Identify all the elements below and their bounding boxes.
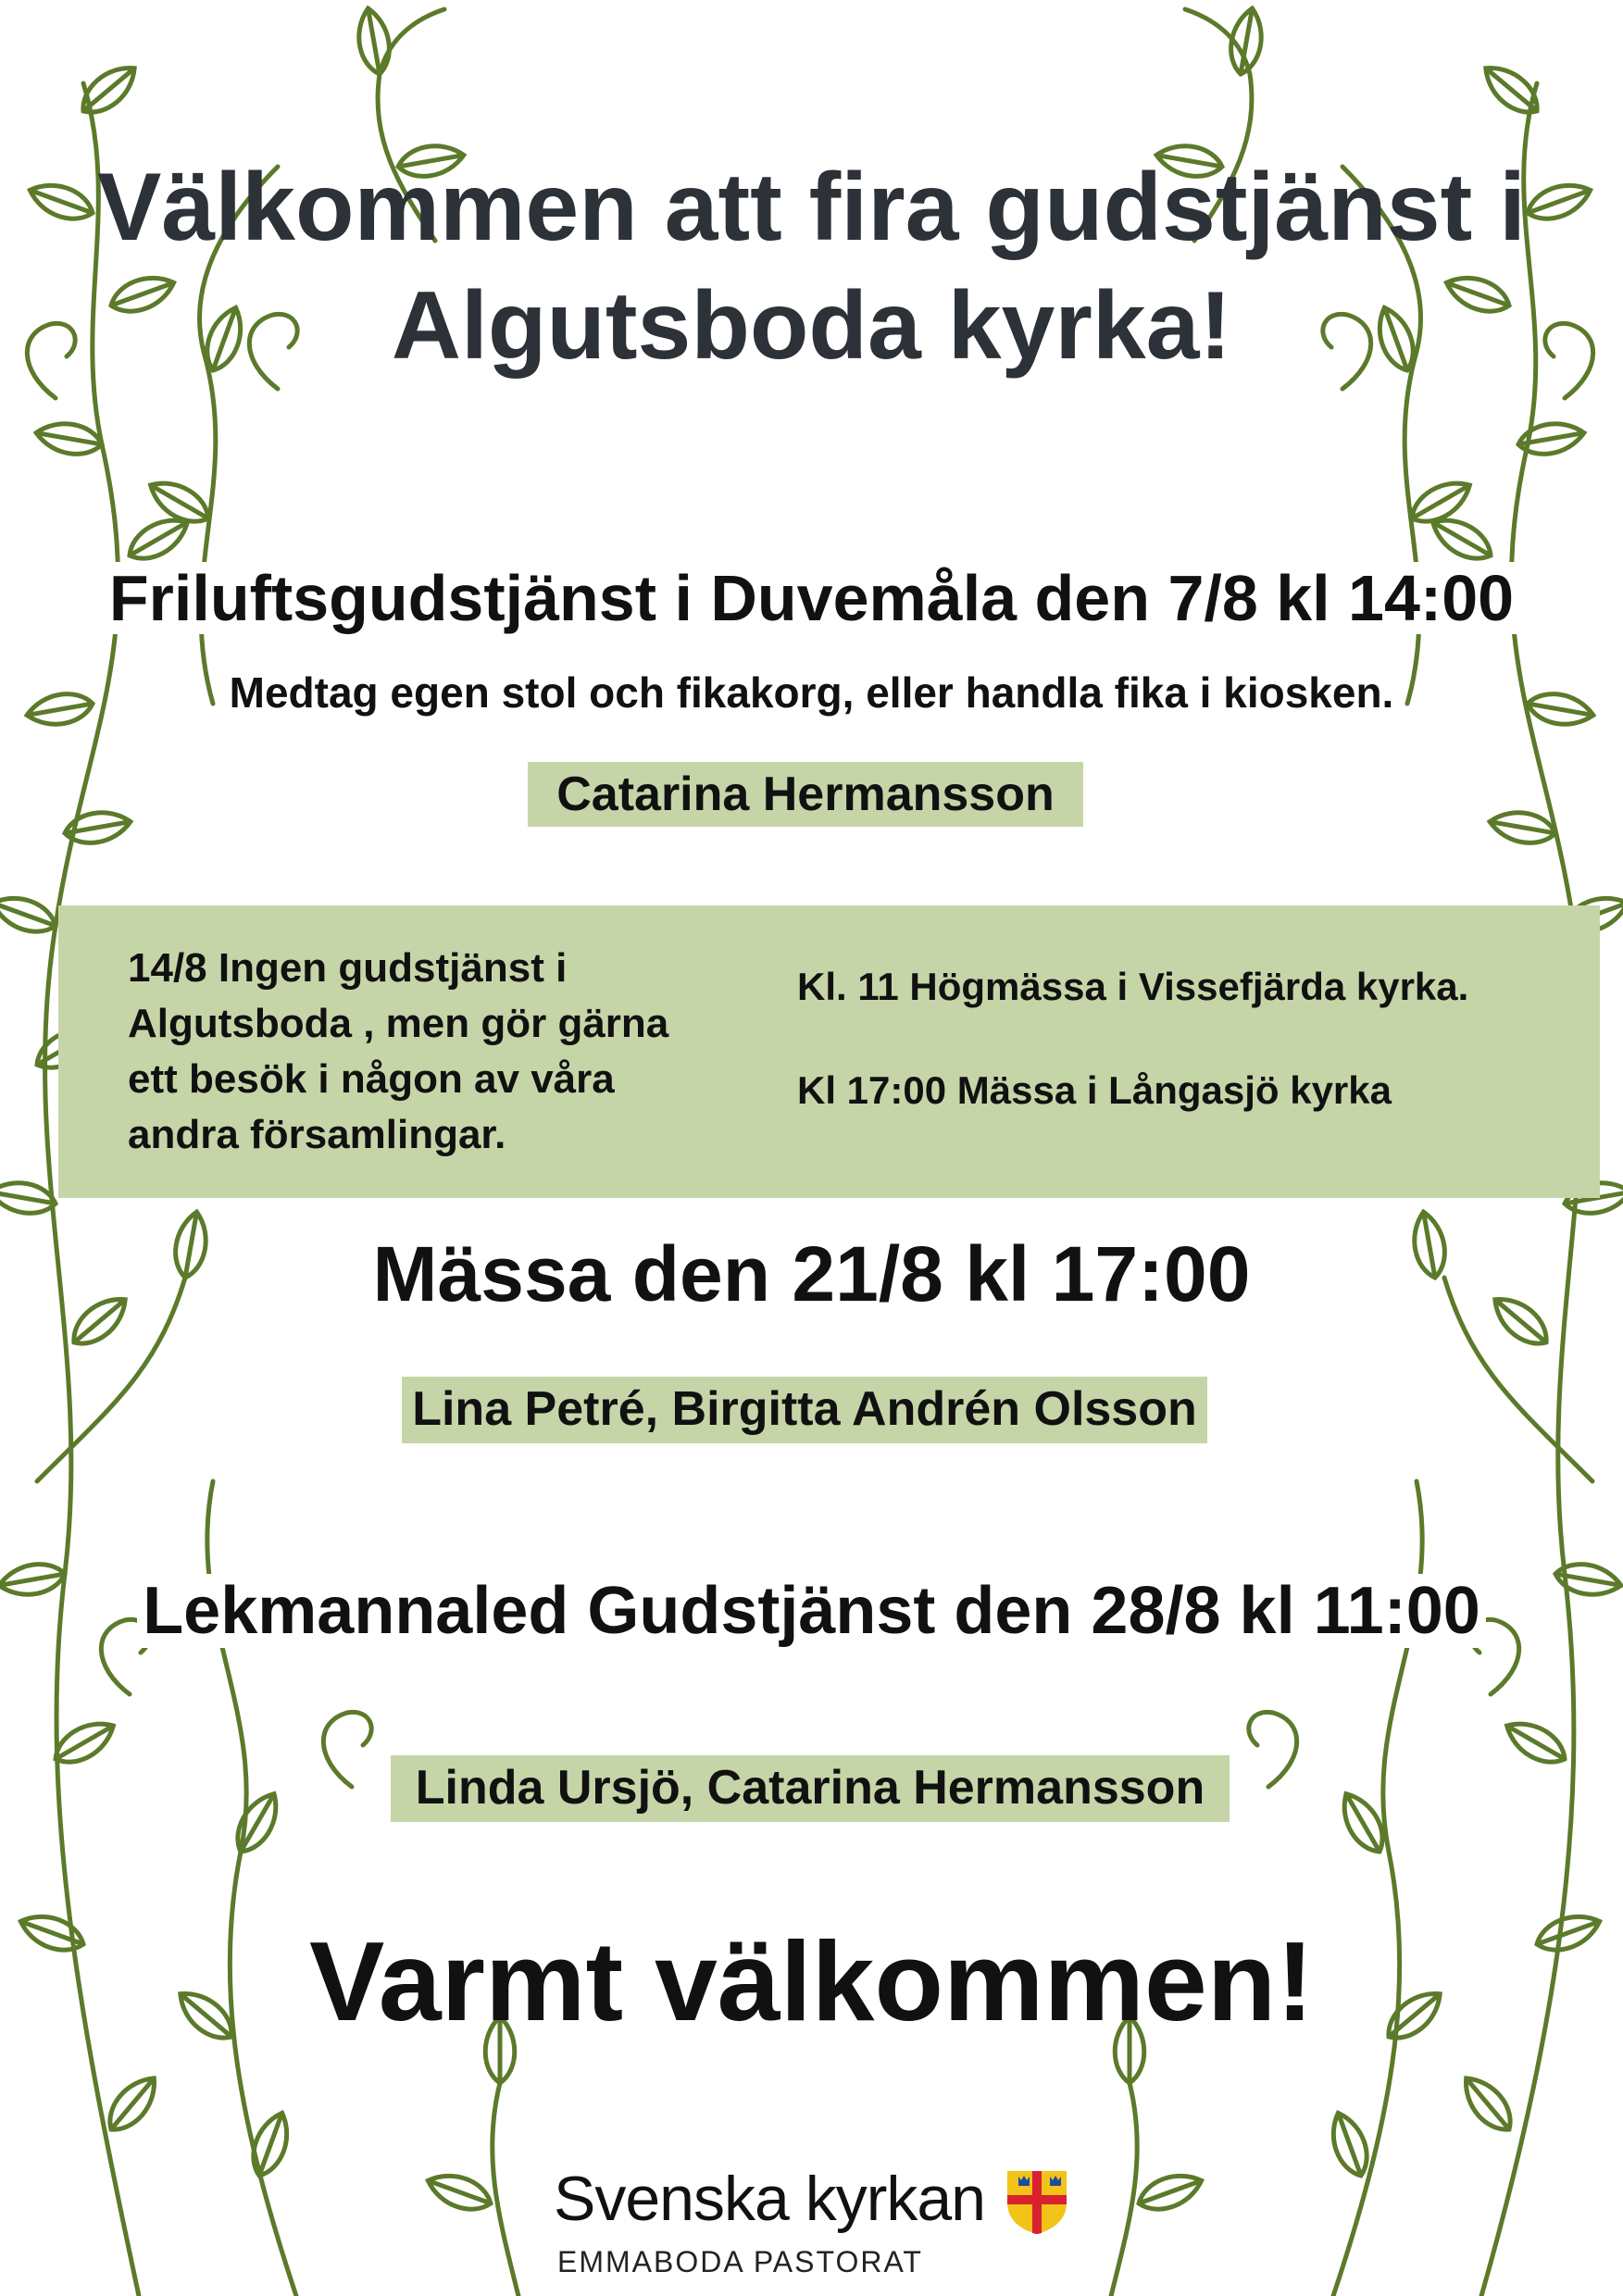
event-1-note <box>37 665 1586 720</box>
event-1-heading <box>37 557 1586 639</box>
event-2-heading <box>37 1228 1586 1320</box>
church-shield-icon <box>1005 2169 1068 2236</box>
info-box-right-list <box>797 959 1556 1167</box>
info-box-line: Kl. 11 Högmässa i Vissefjärda kyrka. <box>797 965 1469 1008</box>
event-3-heading <box>37 1569 1586 1653</box>
event-3-heading-text: Lekmannaled Gudstjänst den 28/8 kl 11:00 <box>137 1574 1486 1648</box>
logo-name: Svenska kyrkan <box>554 2164 985 2234</box>
info-box-line: Kl 17:00 Mässa i Långasjö kyrka <box>797 1068 1392 1112</box>
title-line-1: Välkommen att fira gudstjänst i <box>97 154 1526 261</box>
info-box <box>58 905 1600 1198</box>
logo-subtitle: EMMABODA PASTORAT <box>557 2245 923 2278</box>
info-box-left-text: 14/8 Ingen gudstjänst i Algutsboda , men gör gärna ett besök i någon av våra andra församlingar. <box>128 945 669 1157</box>
event-2-heading-text: Mässa den 21/8 kl 17:00 <box>368 1230 1256 1317</box>
title-line-2: Algutsboda kyrka! <box>391 272 1232 380</box>
event-1-note-text: Medtag egen stol och fikakorg, eller handla fika i kiosken. <box>226 668 1398 717</box>
event-1-heading-text: Friluftsgudstjänst i Duvemåla den 7/8 kl 14:00 <box>104 562 1519 634</box>
event-2-leader: Lina Petré, Birgitta Andrén Olsson <box>402 1377 1207 1443</box>
svenska-kyrkan-logo <box>554 2162 1072 2282</box>
event-1-leader: Catarina Hermansson <box>528 762 1083 827</box>
closing-message: Varmt välkommen! <box>309 1918 1314 2044</box>
event-3-leader: Linda Ursjö, Catarina Hermansson <box>391 1755 1230 1822</box>
page-title <box>56 148 1567 385</box>
